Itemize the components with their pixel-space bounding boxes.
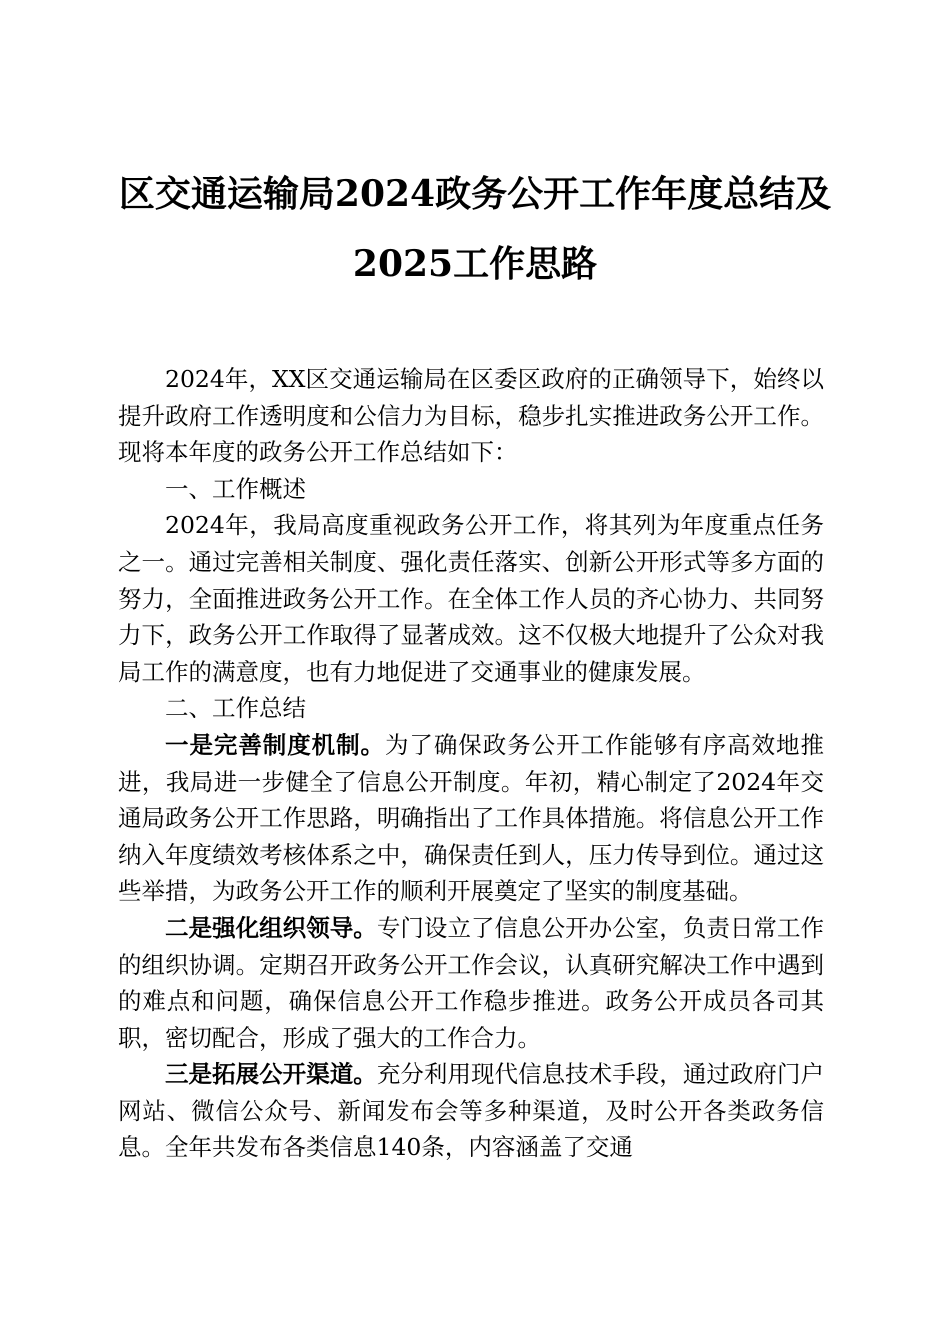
document-body <box>118 361 824 1166</box>
summary-item-1 <box>118 727 824 910</box>
document-title-line-1: 区交通运输局2024政务公开工作年度总结及 <box>118 173 832 215</box>
summary-item-1-lead: 一是完善制度机制。 <box>165 730 385 759</box>
summary-item-3-lead: 三是拓展公开渠道。 <box>165 1060 377 1089</box>
intro-paragraph: 2024年，XX区交通运输局在区委区政府的正确领导下，始终以提升政府工作透明度和公信力为目标，稳步扎实推进政务公开工作。现将本年度的政务公开工作总结如下： <box>118 365 824 467</box>
document-title-line-2: 2025工作思路 <box>352 243 598 285</box>
section-heading-overview: 一、工作概述 <box>165 474 306 503</box>
summary-item-1-text: 为了确保政务公开工作能够有序高效地推进，我局进一步健全了信息公开制度。年初，精心制定了2024年交通局政务公开工作思路，明确指出了工作具体措施。将信息公开工作纳入年度绩效考核体系之中，确保责任到人，压力传导到位。通过这些举措，为政务公开工作的顺利开展奠定了坚实的制度基础。 <box>118 730 825 906</box>
summary-item-3-text: 充分利用现代信息技术手段，通过政府门户网站、微信公众号、新闻发布会等多种渠道，及时公开各类政务信息。全年共发布各类信息140条，内容涵盖了交通 <box>118 1060 825 1162</box>
summary-item-3 <box>118 1056 824 1166</box>
summary-item-2-lead: 二是强化组织领导。 <box>165 913 377 942</box>
overview-paragraph: 2024年，我局高度重视政务公开工作，将其列为年度重点任务之一。通过完善相关制度、强化责任落实、创新公开形式等多方面的努力，全面推进政务公开工作。在全体工作人员的齐心协力、共同努力下，政务公开工作取得了显著成效。这不仅极大地提升了公众对我局工作的满意度，也有力地促进了交通事业的健康发展。 <box>118 511 824 686</box>
section-heading-summary: 二、工作总结 <box>165 694 306 723</box>
summary-item-2 <box>118 910 824 1056</box>
summary-item-2-text: 专门设立了信息公开办公室，负责日常工作的组织协调。定期召开政务公开工作会议，认真研究解决工作中遇到的难点和问题，确保信息公开工作稳步推进。政务公开成员各司其职，密切配合，形成了强大的工作合力。 <box>118 913 825 1052</box>
